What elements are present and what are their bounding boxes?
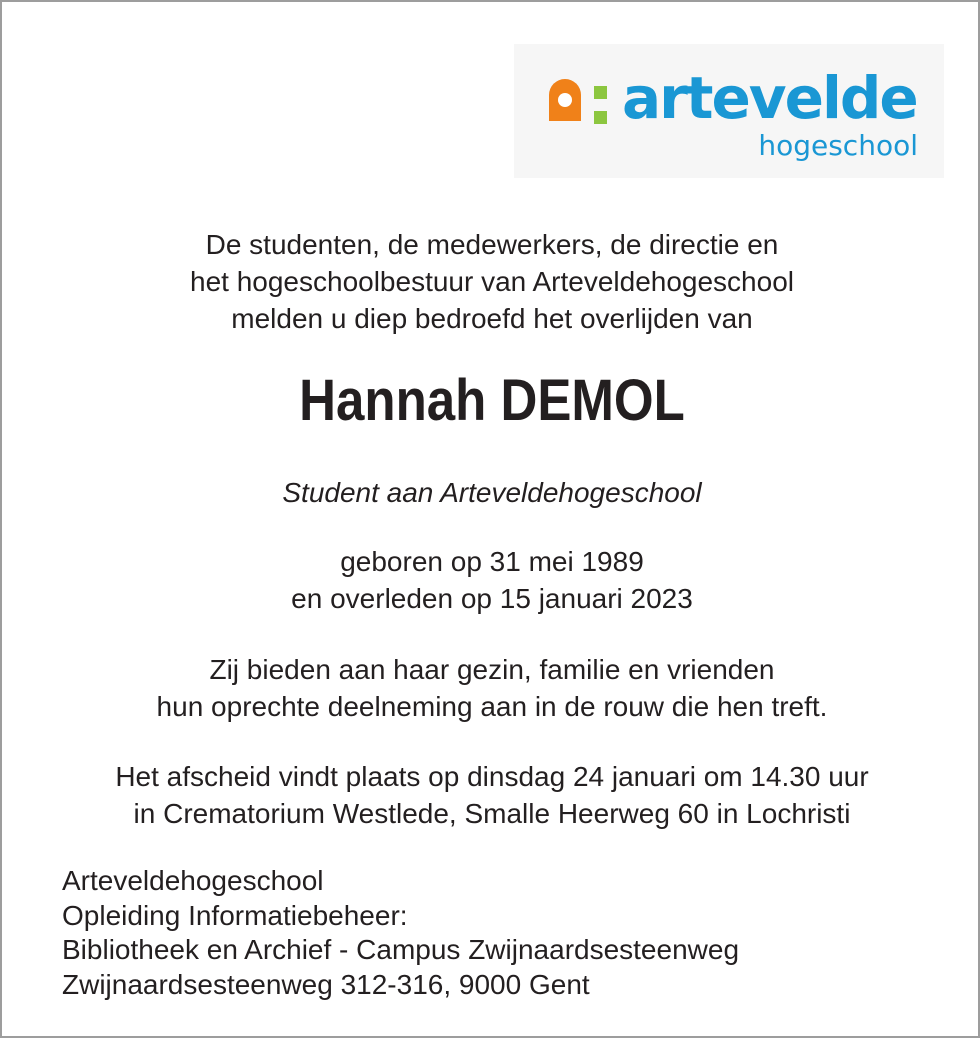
sender-line: Zwijnaardsesteenweg 312-316, 9000 Gent	[62, 968, 590, 1000]
condolence-line: hun oprechte deelneming aan in de rouw die hen treft.	[156, 691, 828, 722]
intro-paragraph	[2, 226, 980, 337]
logo-wordmark	[622, 58, 917, 138]
sender-line: Opleiding Informatiebeheer:	[62, 899, 408, 931]
logo-brand: arteveld	[622, 64, 880, 132]
condolence-paragraph	[2, 651, 980, 725]
death-date-line: en overleden op 15 januari 2023	[291, 583, 693, 614]
logo-colon-icon	[594, 86, 608, 126]
deceased-role: Student aan Arteveldehogeschool	[282, 477, 702, 508]
artevelde-logo	[514, 44, 944, 178]
logo-subtitle: hogeschool	[758, 129, 918, 162]
logo-brand-accent: e	[879, 64, 917, 132]
sender-block	[62, 864, 739, 1002]
intro-line: het hogeschoolbestuur van Arteveldehogeschool	[190, 266, 794, 297]
intro-line: De studenten, de medewerkers, de directie en	[205, 229, 779, 260]
logo-mark-icon	[547, 77, 587, 121]
farewell-line: in Crematorium Westlede, Smalle Heerweg 60 in Lochristi	[133, 798, 851, 829]
intro-line: melden u diep bedroefd het overlijden van	[231, 303, 753, 334]
dates-paragraph	[2, 543, 980, 617]
farewell-paragraph	[2, 758, 980, 832]
farewell-line: Het afscheid vindt plaats op dinsdag 24 januari om 14.30 uur	[115, 761, 869, 792]
sender-line: Arteveldehogeschool	[62, 865, 324, 896]
sender-line: Bibliotheek en Archief - Campus Zwijnaardsesteenweg	[62, 934, 740, 965]
condolence-line: Zij bieden aan haar gezin, familie en vrienden	[209, 654, 775, 685]
deceased-name: Hannah DEMOL	[299, 368, 685, 433]
birth-date-line: geboren op 31 mei 1989	[340, 546, 644, 577]
